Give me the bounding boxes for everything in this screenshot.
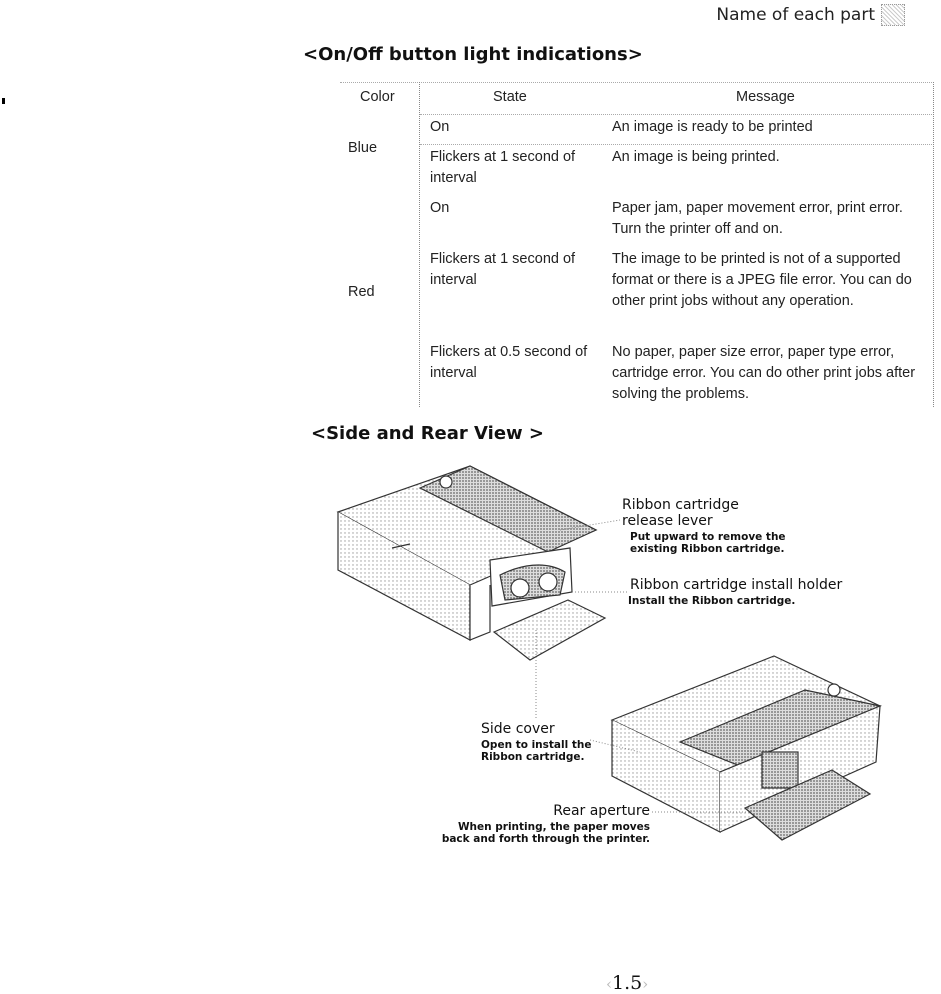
callout-install-holder bbox=[630, 577, 842, 607]
row-5-message: No paper, paper size error, paper type error, cartridge error. You can do other print jobs after solving the problems. bbox=[612, 344, 916, 402]
section-title-light: <On/Off button light indications> bbox=[303, 44, 643, 65]
row-5-state: Flickers at 0.5 second of interval bbox=[430, 344, 588, 381]
col-header-color: Color bbox=[360, 89, 395, 105]
printer-side-view bbox=[338, 466, 605, 660]
color-red: Red bbox=[348, 284, 375, 300]
row-3-state: On bbox=[430, 200, 450, 216]
row-1-state: On bbox=[430, 119, 450, 135]
page-number-value: 1.5 bbox=[612, 972, 643, 994]
release-lever-sub-1: Put upward to remove the bbox=[630, 531, 786, 543]
section-title-view: <Side and Rear View > bbox=[311, 423, 545, 444]
page-number bbox=[606, 972, 648, 994]
rear-aperture-title: Rear aperture bbox=[553, 803, 650, 819]
callout-release-lever bbox=[622, 497, 786, 555]
rear-aperture-sub-1: When printing, the paper moves bbox=[457, 821, 650, 833]
row-3-message: Paper jam, paper movement error, print error. Turn the printer off and on. bbox=[612, 200, 903, 237]
row-2-message: An image is being printed. bbox=[612, 149, 780, 165]
col-header-message: Message bbox=[736, 89, 795, 105]
side-cover-sub-1: Open to install the bbox=[481, 739, 592, 751]
install-holder-title: Ribbon cartridge install holder bbox=[630, 577, 843, 593]
release-lever-title-1: Ribbon cartridge bbox=[622, 497, 739, 513]
callout-rear-aperture bbox=[436, 803, 650, 845]
side-cover-title: Side cover bbox=[481, 721, 555, 737]
rear-aperture-sub-2: back and forth through the printer. bbox=[441, 833, 650, 845]
page-number-right-mark: › bbox=[642, 975, 649, 993]
release-lever-sub-2: existing Ribbon cartridge. bbox=[630, 543, 785, 555]
row-1-message: An image is ready to be printed bbox=[612, 119, 813, 135]
page-number-left-mark: ‹ bbox=[606, 975, 612, 993]
color-blue: Blue bbox=[348, 140, 378, 156]
header-title: Name of each part bbox=[716, 5, 875, 25]
col-header-state: State bbox=[493, 89, 527, 105]
install-holder-sub: Install the Ribbon cartridge. bbox=[628, 595, 796, 607]
row-2-state: Flickers at 1 second of interval bbox=[430, 149, 576, 186]
side-cover-sub-2: Ribbon cartridge. bbox=[481, 751, 585, 763]
release-lever-title-2: release lever bbox=[622, 513, 713, 529]
callout-side-cover bbox=[481, 721, 591, 763]
row-4-state: Flickers at 1 second of interval bbox=[430, 251, 576, 288]
row-4-message: The image to be printed is not of a supported format or there is a JPEG file error. You can do other print jobs without any operation. bbox=[612, 251, 912, 309]
